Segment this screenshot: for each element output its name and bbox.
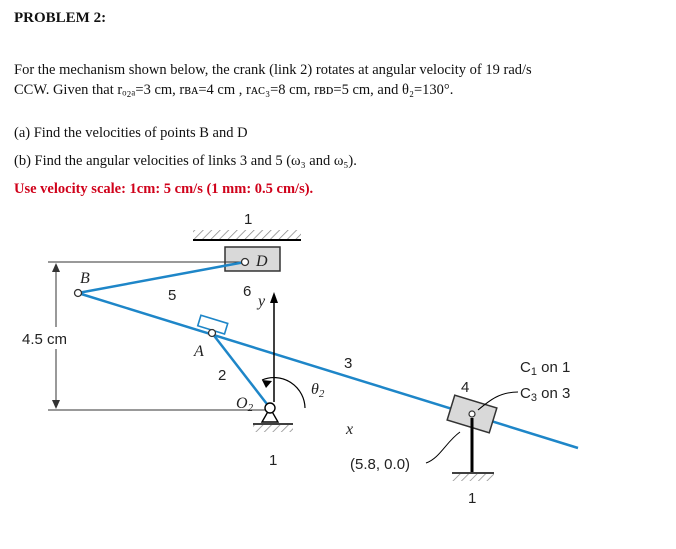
link-6-label: 6 (243, 283, 252, 300)
problem-statement-line2: CCW. Given that rₒ₂ₐ=3 cm, rʙᴀ=4 cm , rᴀᴄ₃=8 cm, rʙᴅ=5 cm, and θ₂=130°. (14, 82, 454, 98)
top-ground-hatch (193, 230, 301, 239)
theta2-arrow (262, 380, 272, 388)
coordinate-leader (426, 432, 460, 463)
point-o2-label: O2 (236, 395, 254, 414)
note-c1-on-1: $C_1$ on 1 (520, 359, 571, 378)
slider-coordinate-label: (5.8, 0.0) (350, 456, 411, 473)
part-b-question: (b) Find the angular velocities of links 3 and 5 (ω₃ and ω₅). (14, 153, 357, 169)
y-axis-label: y (258, 293, 266, 310)
joint-c (469, 411, 475, 417)
joint-d (242, 259, 249, 266)
theta2-label: θ2 (311, 381, 325, 400)
dim-arrow-bottom (52, 400, 60, 409)
note-c3-on-3: $C_3$ on 3 (520, 385, 571, 404)
link-3-label: 3 (344, 355, 353, 372)
y-axis-arrow (270, 292, 278, 303)
slider-ground-hatch (452, 474, 494, 481)
joint-a (209, 330, 216, 337)
link-4-label: 4 (461, 379, 470, 396)
top-ground-label: 1 (244, 211, 253, 228)
slider-ground-label: 1 (468, 490, 477, 507)
problem-statement-line1: For the mechanism shown below, the crank (link 2) rotates at angular velocity of 19 rad/s (14, 62, 532, 78)
height-dimension-label: 4.5 cm (22, 331, 68, 348)
point-a-label: A (194, 343, 204, 360)
joint-o2 (265, 403, 275, 413)
problem-title: PROBLEM 2: (14, 10, 107, 26)
joint-b (75, 290, 82, 297)
point-b-label: B (80, 270, 90, 287)
dim-arrow-top (52, 263, 60, 272)
x-axis-label: x (346, 421, 354, 438)
link-5-label: 5 (168, 287, 177, 304)
link-3 (78, 293, 578, 448)
link-5 (78, 262, 245, 293)
o2-ground-label: 1 (269, 452, 278, 469)
point-d-label: D (256, 253, 268, 270)
slider-d-block (225, 247, 280, 271)
o2-ground-hatch (253, 425, 293, 432)
velocity-scale-note: Use velocity scale: 1cm: 5 cm/s (1 mm: 0.5 cm/s). (14, 181, 314, 197)
part-a-question: (a) Find the velocities of points B and D (14, 125, 248, 141)
link-2-label: 2 (218, 367, 227, 384)
